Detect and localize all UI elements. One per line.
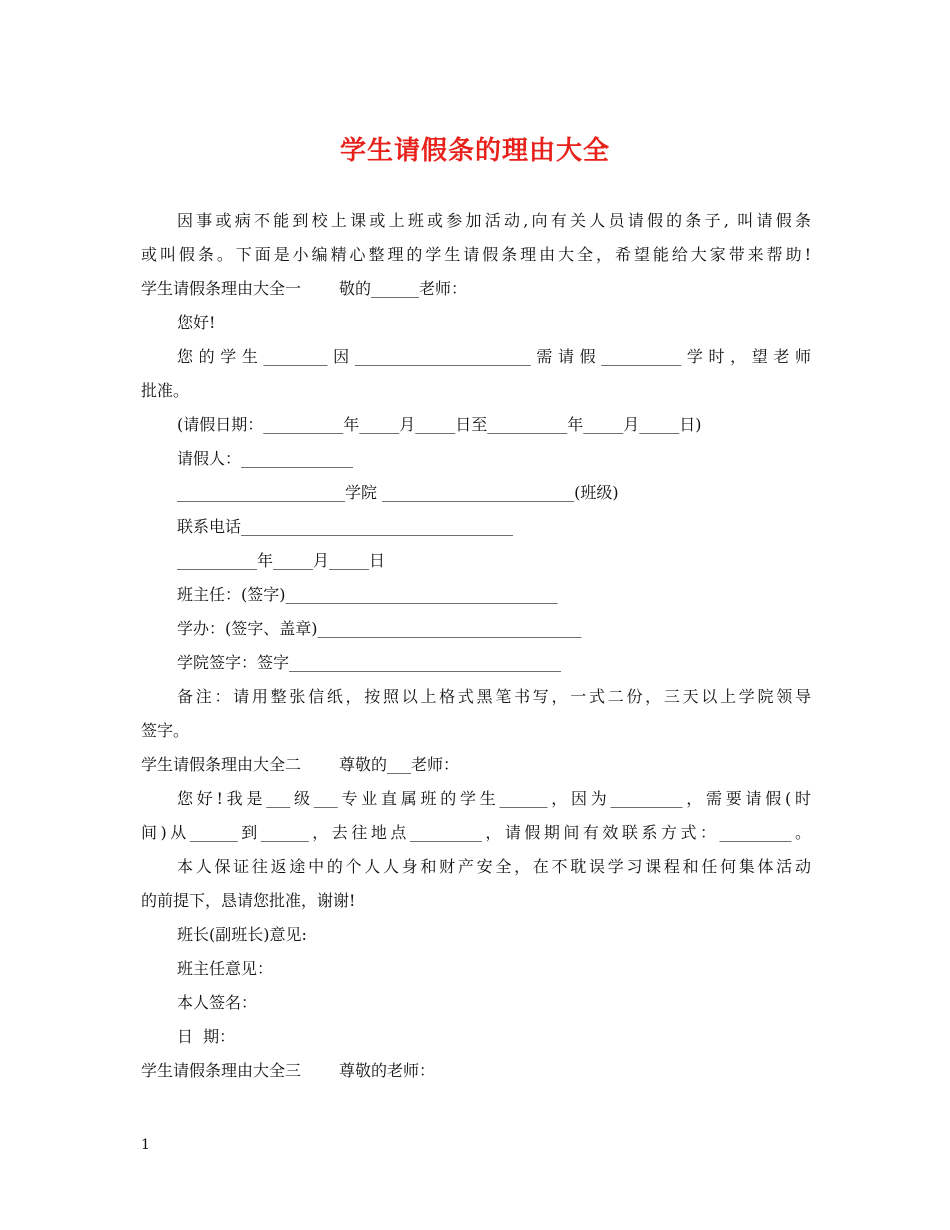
section1-body-line-1: 您的学生________因______________________需请假__________学时，望老师 (177, 347, 811, 366)
section1-college-sign: 学院签字：签字__________________________________ (177, 653, 562, 672)
section1-applicant: 请假人：______________ (177, 449, 354, 468)
section1-phone: 联系电话__________________________________ (177, 517, 514, 536)
section2-heading-row (141, 754, 811, 776)
section1-college-class: _____________________学院 ________________________(班级) (177, 483, 619, 502)
section2-monitor-opinion: 班长(副班长)意见: (177, 925, 307, 944)
intro-line-1: 因事或病不能到校上课或上班或参加活动,向有关人员请假的条子, 叫请假条 (177, 211, 811, 230)
section1-dates: (请假日期：__________年_____月_____日至__________年_____月_____日) (177, 415, 702, 434)
section2-date: 日 期： (177, 1027, 236, 1046)
section1-office: 学办：(签字、盖章)_________________________________ (177, 619, 582, 638)
section3-heading: 学生请假条理由大全三 (141, 1061, 302, 1080)
section3-heading-row (141, 1060, 811, 1082)
section1-note-line-2: 签字。 (141, 721, 190, 740)
intro-line-2: 或叫假条。下面是小编精心整理的学生请假条理由大全，希望能给大家带来帮助! (141, 245, 811, 264)
section1-note-line-1: 备注：请用整张信纸，按照以上格式黑笔书写，一式二份，三天以上学院领导 (177, 687, 811, 706)
section2-promise-line-1: 本人保证往返途中的个人人身和财产安全，在不耽误学习课程和任何集体活动 (177, 857, 811, 876)
section1-salutation: 敬的______老师： (339, 279, 468, 298)
section1-head-teacher: 班主任：(签字)__________________________________ (177, 585, 558, 604)
section1-date-line: __________年_____月_____日 (177, 551, 386, 570)
section2-promise-line-2: 的前提下，恳请您批准，谢谢! (141, 891, 356, 910)
section2-heading: 学生请假条理由大全二 (141, 755, 302, 774)
section1-heading-row (141, 278, 811, 300)
section2-body-line-2: 间)从______到______，去往地点_________，请假期间有效联系方式：_________。 (141, 823, 811, 842)
section2-body-line-1: 您好!我是___级___专业直属班的学生______，因为_________，需要请假(时 (177, 789, 811, 808)
section2-salutation: 尊敬的___老师： (339, 755, 460, 774)
section2-teacher-opinion: 班主任意见： (177, 959, 274, 978)
section2-signature: 本人签名： (177, 993, 258, 1012)
page-number: 1 (141, 1137, 150, 1153)
section1-greeting: 您好! (177, 313, 216, 332)
section3-salutation: 尊敬的老师： (339, 1061, 436, 1080)
section1-heading: 学生请假条理由大全一 (141, 279, 302, 298)
document-title: 学生请假条的理由大全 (339, 136, 610, 166)
section1-body-line-2: 批准。 (141, 381, 190, 400)
